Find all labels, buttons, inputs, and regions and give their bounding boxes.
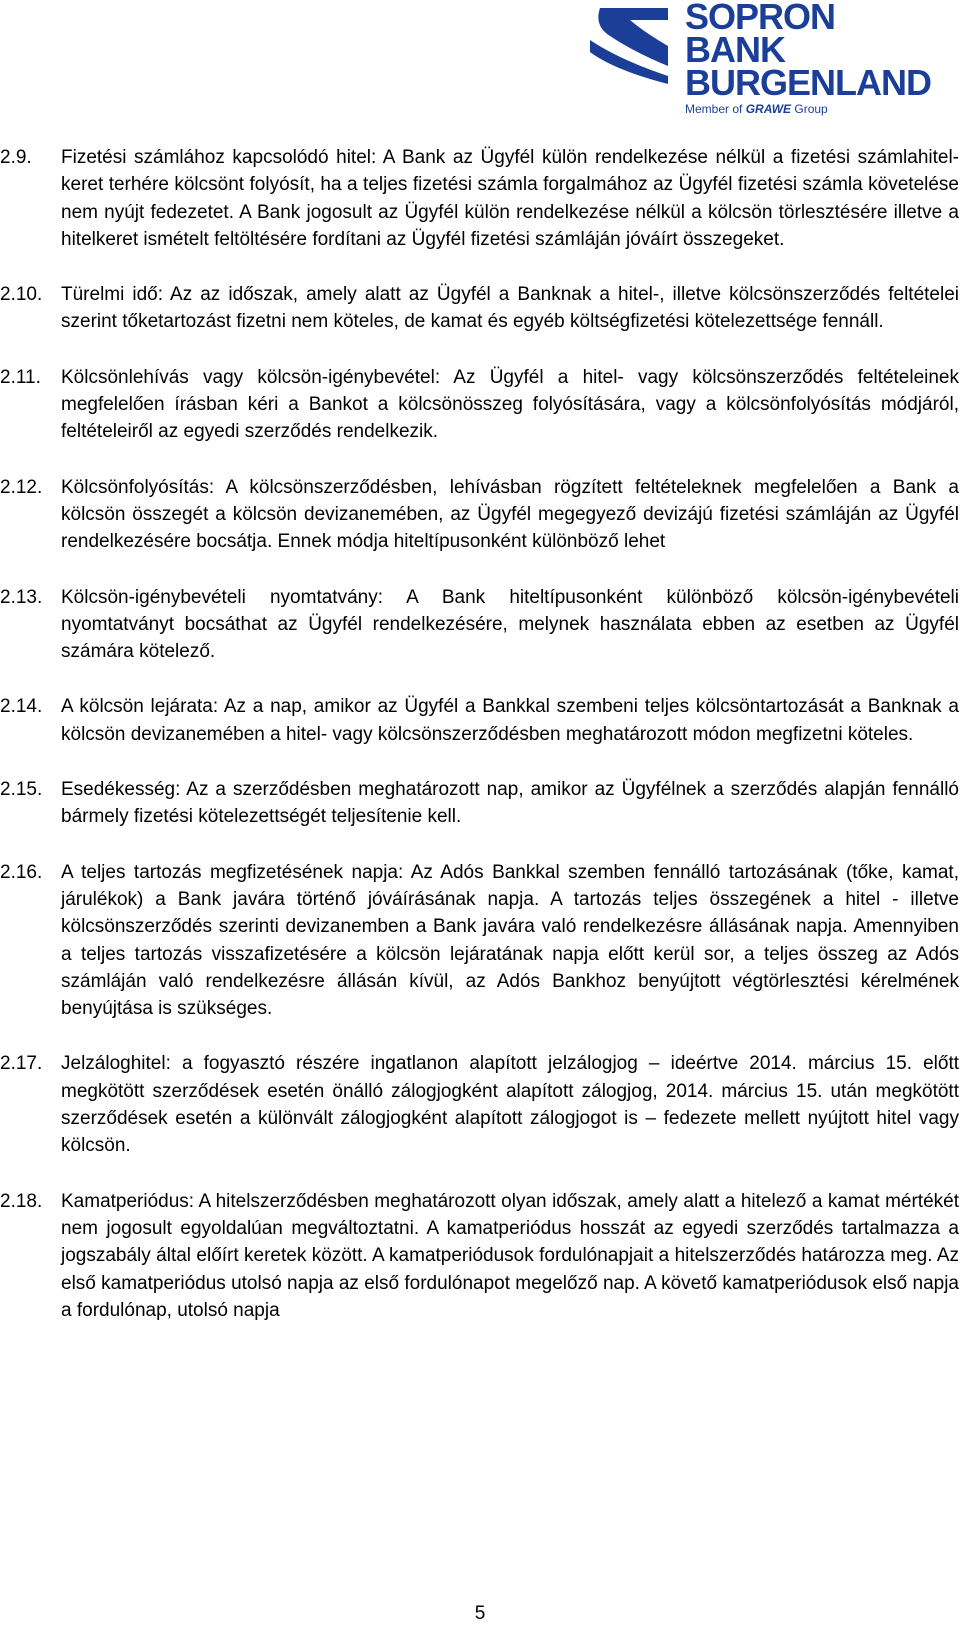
document-body (0, 144, 960, 1352)
section-paragraph: Jelzáloghitel: a fogyasztó részére ingatlanon alapított jelzálogjog – ideértve 2014. március 15. előtt megkötött szerződések esetén önálló zálogjogként alapított zálogjog, 2014. március 15. után megkötött szerződések esetén a különvált zálogjogként alapított zálogjogot is – fedezete mellett nyújtott hitel vagy kölcsön. (61, 1053, 959, 1157)
definition-section (0, 144, 960, 253)
section-text (61, 1050, 959, 1159)
section-text (61, 1188, 959, 1324)
logo-wordmark (685, 0, 931, 116)
definition-section (0, 281, 960, 336)
section-number: 2.10. (0, 284, 43, 306)
section-paragraph: Türelmi idő: Az az időszak, amely alatt az Ügyfél a Banknak a hitel-, illetve kölcsönszerződés feltételei szerint tőketartozást fizetni nem köteles, de kamat és egyéb költségfizetési kötelezettsége fennáll. (61, 284, 959, 333)
definition-section (0, 474, 960, 556)
logo-member-suffix: Group (791, 102, 828, 116)
logo-member-line (685, 102, 931, 116)
definition-section (0, 584, 960, 666)
section-number: 2.12. (0, 476, 43, 498)
section-text (61, 859, 959, 1023)
section-number: 2.17. (0, 1053, 43, 1075)
logo-line-1: SOPRON (685, 0, 836, 37)
section-number: 2.13. (0, 586, 43, 608)
section-paragraph: Kölcsönlehívás vagy kölcsön-igénybevétel: Az Ügyfél a hitel- vagy kölcsönszerződés feltételeinek megfelelően írásban kéri a Bankot a kölcsönösszeg folyósítására, vagy a kölcsönfolyósítás módjáról, feltételeiről az egyedi szerződés rendelkezik. (61, 366, 959, 443)
definition-section (0, 859, 960, 1023)
logo-line-3: BURGENLAND (685, 62, 931, 103)
definition-section (0, 1050, 960, 1159)
section-paragraph: Kölcsön-igénybevételi nyomtatvány: A Bank hiteltípusonként különböző kölcsön-igénybevételi nyomtatványt bocsáthat az Ügyfél rendelkezésére, melynek használata ebben az esetben az Ügyfél számára kötelező. (61, 586, 959, 663)
section-number: 2.16. (0, 861, 43, 883)
section-text (61, 693, 959, 748)
page-number: 5 (474, 1603, 486, 1624)
definition-section (0, 364, 960, 446)
section-number: 2.15. (0, 779, 43, 801)
section-text (61, 474, 959, 556)
section-paragraph: A kölcsön lejárata: Az a nap, amikor az Ügyfél a Bankkal szembeni teljes kölcsöntartozását a Banknak a kölcsön devizanemében a hitel- vagy kölcsönszerződésben meghatározott módon megfizetni köteles. (61, 696, 959, 745)
logo-member-brand: GRAWE (745, 102, 792, 116)
section-paragraph: A teljes tartozás megfizetésének napja: Az Adós Bankkal szemben fennálló tartozásának (tőke, kamat, járulékok) a Bank javára történő jóváírásának napja. A tartozás teljes összegének a hitel - illetve kölcsönszerződés szerinti devizanemben a Bank javára való rendelkezésre állásának napja. Amennyiben a teljes tartozás visszafizetésére a kölcsön lejáratának napja előtt kerül sor, a teljes összeg az Adós számláján való rendelkezésre állásán kívül, az Adós Bankhoz benyújtott végtörlesztési kérelmének benyújtása is szükséges. (61, 861, 959, 1020)
section-number: 2.9. (0, 147, 32, 168)
section-number: 2.11. (0, 366, 41, 388)
section-number: 2.18. (0, 1190, 43, 1212)
section-text (61, 776, 959, 831)
section-paragraph: Fizetési számlához kapcsolódó hitel: A Bank az Ügyfél külön rendelkezése nélkül a fizetési számlahitel-keret terhére kölcsönt folyósít, ha a teljes fizetési számla forgalmához az Ügyfél fizetési számla követelése nem nyújt fedezetet. A Bank jogosult az Ügyfél külön rendelkezése nélkül a kölcsön törlesztésére illetve a hitelkeret ismételt feltöltésére fordítani az Ügyfél fizetési számláján jóváírt összegeket. (61, 147, 959, 250)
section-text (61, 144, 959, 253)
section-paragraph: Esedékesség: Az a szerződésben meghatározott nap, amikor az Ügyfélnek a szerződés alapján fennálló bármely fizetési kötelezettségét teljesítenie kell. (61, 779, 959, 828)
definition-section (0, 776, 960, 831)
section-paragraph: Kölcsönfolyósítás: A kölcsönszerződésben, lehívásban rögzített feltételeknek megfelelően a Bank a kölcsön összegét a kölcsön devizanemében, az Ügyfél megegyező devizájú fizetési számláján az Ügyfél rendelkezésére bocsátja. Ennek módja hiteltípusonként különböző lehet (61, 476, 959, 553)
section-text (61, 281, 959, 336)
definition-section (0, 1188, 960, 1324)
section-number: 2.14. (0, 696, 43, 718)
section-paragraph: Kamatperiódus: A hitelszerződésben meghatározott olyan időszak, amely alatt a hitelező a kamat mértékét nem jogosult egyoldalúan megváltoztatni. A kamatperiódus hosszát az egyedi szerződés tartalmazza a jogszabály által előírt keretek között. A kamatperiódusok fordulónapjait a hitelszerződés határozza meg. Az első kamatperiódus utolsó napja az első fordulónapot megelőző nap. A követő kamatperiódusok első napja a fordulónap, utolsó napja (61, 1190, 959, 1321)
logo-mark-icon (590, 6, 678, 86)
definition-section (0, 693, 960, 748)
logo-line-2: BANK (685, 29, 785, 70)
logo-member-prefix: Member of (685, 102, 746, 116)
section-text (61, 364, 959, 446)
section-text (61, 584, 959, 666)
bank-logo (590, 0, 960, 125)
